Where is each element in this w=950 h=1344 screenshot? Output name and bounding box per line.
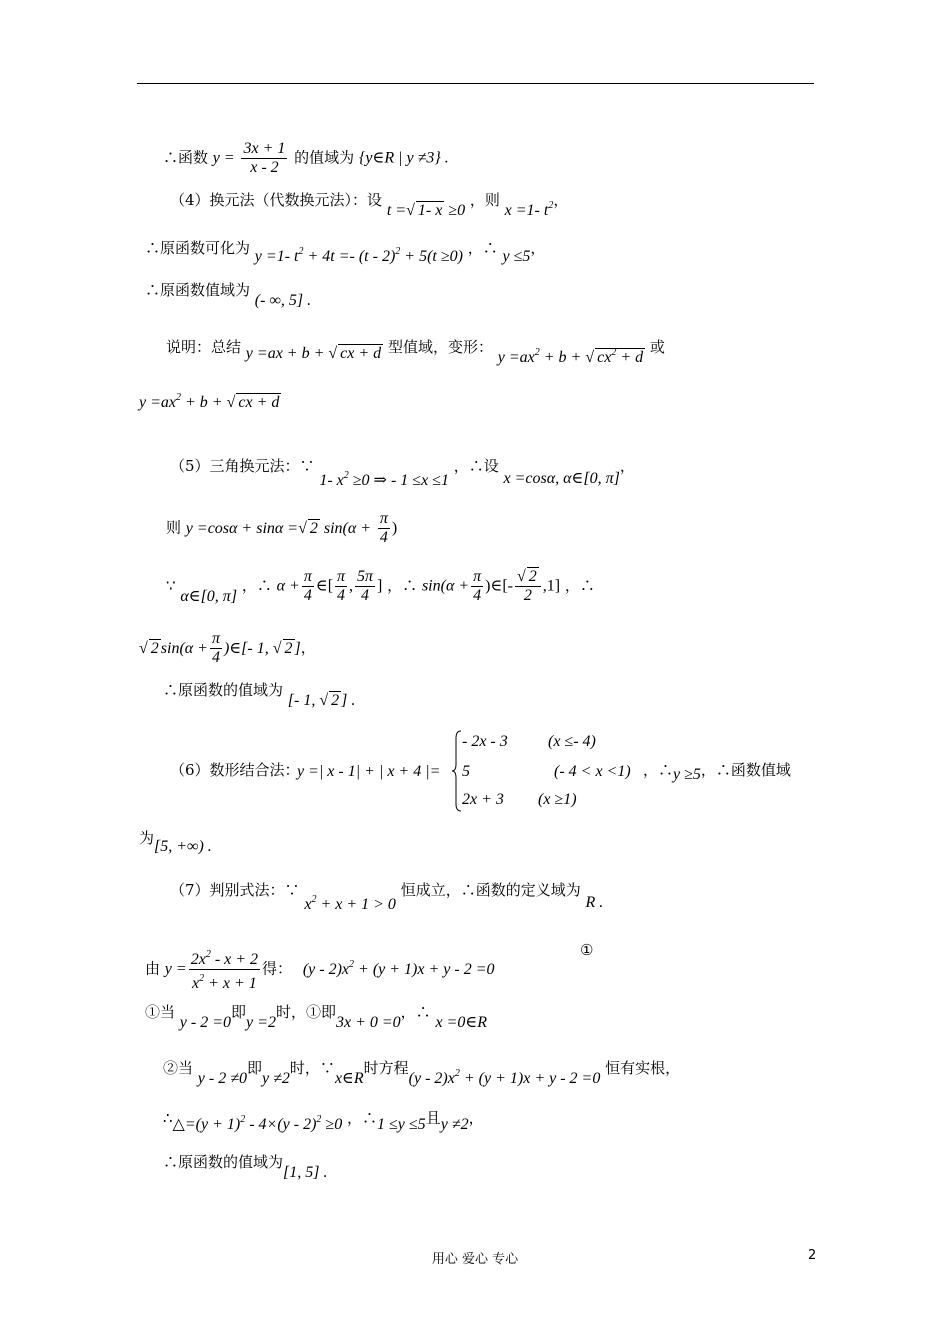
line-case-1: ①当 y - 2 =0即y =2时，①即3x + 0 =0，∴ x =0∈R xyxy=(145,1003,487,1031)
circle-one: ① xyxy=(580,941,594,959)
line-range-6: 为[5, +∞) . xyxy=(139,829,212,855)
footer-motto: 用心 爱心 专心 xyxy=(431,1252,519,1267)
line-substitution: （4）换元法（代数换元法）：设 t =√ 1- x ≥0 ，则 x =1- $t^2$， xyxy=(170,191,569,219)
header-rule xyxy=(137,83,814,84)
line-range-4: ∴原函数值域为 (- ∞, 5] . xyxy=(145,281,312,309)
line-trig-sub: （5）三角换元法：∵ 1- $x^2 \ge 0$ ⇒ - 1 ≤x ≤1 ，∴设 x =cosα, α∈[0, π]， xyxy=(170,457,635,489)
graph-result: ，∴y ≥5，∴函数值域 xyxy=(643,761,791,783)
piecewise-case-3: 2x + 3 (x ≥1) xyxy=(462,791,577,808)
piecewise-case-1: - 2x - 3 (x ≤- 4) xyxy=(462,733,596,750)
line-graph-method: （6）数形结合法： xyxy=(170,761,300,779)
line-note-form: $y =ax^2 + b$ + √ cx + d xyxy=(139,392,280,411)
line-discriminant-cond: ∴△=(y + 1)$^2$ - 4×(y - 2)$^2$ ≥0 ，∴1 ≤y ≤5且y ≠2， xyxy=(163,1109,484,1133)
line-rewrite: ∴原函数可化为 y =1- $t^2 + 4t =- (t - 2)^2 + 5(t \ge 0)$ ，∴ y ≤5， xyxy=(145,239,546,265)
line-discriminant: （7）判别式法：∵ $x^2 + x + 1 > 0$ 恒成立，∴函数的定义域为 R . xyxy=(170,881,604,913)
line-trig-range: √ 2 sin(α + $\frac{\pi}{4}$ )∈[- 1, √ 2 ]， xyxy=(139,630,316,666)
line-note: 说明：总结 y =ax + b + √ cx + d 型值域，变形： $y =ax^2 + b$ + √ $cx^2 + d$ 或 xyxy=(166,338,665,366)
page-number: 2 xyxy=(808,1248,817,1263)
line-range-final: ∴原函数的值域为[1, 5] . xyxy=(163,1153,328,1181)
piecewise-brace xyxy=(452,730,462,812)
line-from-eq: 由 y = $\frac{2x^2 - x + 2}{x^2 + x + 1}$ 得： $(y - 2)x^2 + (y + 1)x + y - 2 =0$ xyxy=(145,946,495,993)
line-trig-expr: 则 y =cosα + sinα =√ 2 sin(α + $\frac{\pi}{4}$ ) xyxy=(166,510,398,546)
abs-expr: y =| x - 1| + | x + 4 |= xyxy=(297,763,441,780)
fraction: $\frac{3x + 1}{x - 2}$ xyxy=(243,140,286,176)
line-trig-bounds: ∵ α∈[0, π] ，∴ α + $\frac{\pi}{4}$ ∈[ $\frac{\pi}{4}$ , $\frac{5\pi}{4}$ ] ，∴ sin(α + $\frac{\pi}{4}$ )∈[- $\frac{√ 2}{2}$ ,1] ，∴ xyxy=(166,568,595,605)
line-case-2: ②当 y - 2 ≠0即y ≠2时，∵x∈R时方程$(y - 2)x^2 + (y + 1)x + y - 2 =0$ 恒有实根， xyxy=(163,1059,681,1087)
line-range-5: ∴原函数的值域为 [- 1, √ 2 ] . xyxy=(163,681,356,709)
line-range-result: ∴函数 y = $\frac{3x + 1}{x - 2}$ 的值域为 {y∈R | y ≠3} . xyxy=(163,140,449,176)
piecewise-case-2: 5 (- 4 < x <1) xyxy=(462,763,631,780)
